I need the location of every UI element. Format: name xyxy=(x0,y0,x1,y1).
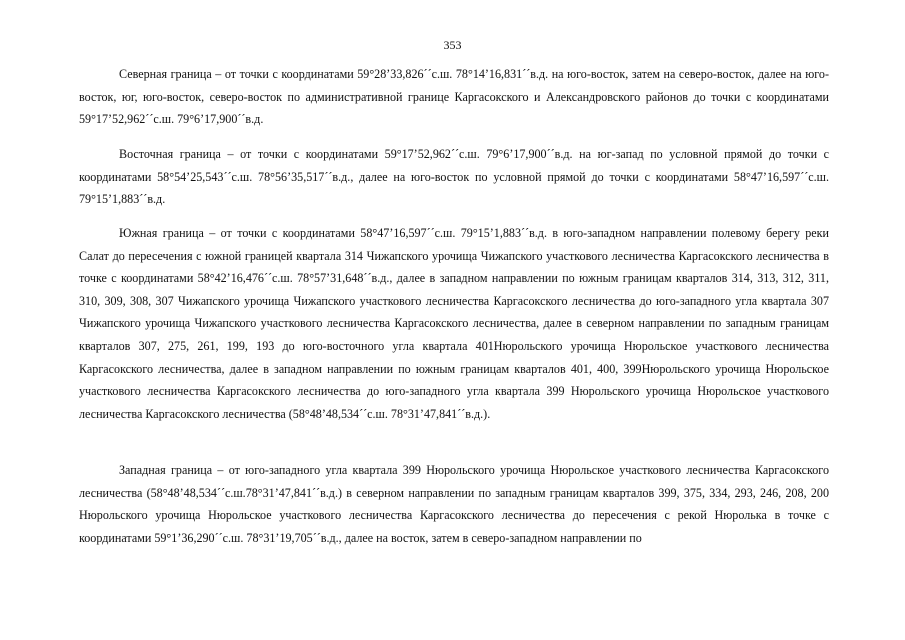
paragraph-northern-boundary: Северная граница – от точки с координатами 59°28’33,826´´с.ш. 78°14’16,831´´в.д. на юго-восток, затем на северо-восток, далее на юго-восток, юг, юго-восток, северо-восток по административной границе Каргасокского и Александровского районов до точки с координатами 59°17’52,962´´с.ш. 79°6’17,900´´в.д. xyxy=(79,67,829,127)
paragraph-eastern-boundary: Восточная граница – от точки с координатами 59°17’52,962´´с.ш. 79°6’17,900´´в.д. на юг-запад по условной прямой до точки с координатами 58°54’25,543´´с.ш. 78°56’35,517´´в.д., далее на юго-восток по условной прямой до точки с координатами 58°47’16,597´´с.ш. 79°15’1,883´´в.д. xyxy=(79,147,829,207)
page-number: 353 xyxy=(443,38,462,52)
paragraph-southern-boundary: Южная граница – от точки с координатами 58°47’16,597´´с.ш. 79°15’1,883´´в.д. в юго-западном направлении полевому берегу реки Салат до пересечения с южной границей квартала 314 Чижапского урочища Чижапского участкового лесничества Каргасокского лесничества в точке с координатами 58°42’16,476´´с.ш. 78°57’31,648´´в.д., далее в западном направлении по южным границам кварталов 314, 313, 312, 311, 310, 309, 308, 307 Чижапского урочища Чижапского участкового лесничества Каргасокского лесничества до юго-западного угла квартала 307 Чижапского урочища Чижапского участкового лесничества Каргасокского лесничества, далее в северном направлении по западным границам кварталов 307, 275, 261, 199, 193 до юго-восточного угла квартала 401Нюрольского урочища Нюрольское участкового лесничества Каргасокского лесничества, далее в западном направлении по южным границам кварталов 401, 400, 399Нюрольского урочища Нюрольское участкового лесничества Каргасокского лесничества до юго-западного угла квартала 399 Нюрольского урочища Нюрольское участкового лесничества Каргасокского лесничества (58°48’48,534´´с.ш. 78°31’47,841´´в.д.). xyxy=(79,226,829,421)
paragraph-western-boundary: Западная граница – от юго-западного угла квартала 399 Нюрольского урочища Нюрольское участкового лесничества Каргасокского лесничества (58°48’48,534´´с.ш.78°31’47,841´´в.д.) в северном направлении по западным границам кварталов 399, 375, 334, 293, 246, 208, 200 Нюрольского урочища Нюрольское участкового лесничества Каргасокского лесничества до пересечения с рекой Нюролька в точке с координатами 59°1’36,290´´с.ш. 78°31’19,705´´в.д., далее на восток, затем в северо-западном направлении по xyxy=(79,463,829,545)
